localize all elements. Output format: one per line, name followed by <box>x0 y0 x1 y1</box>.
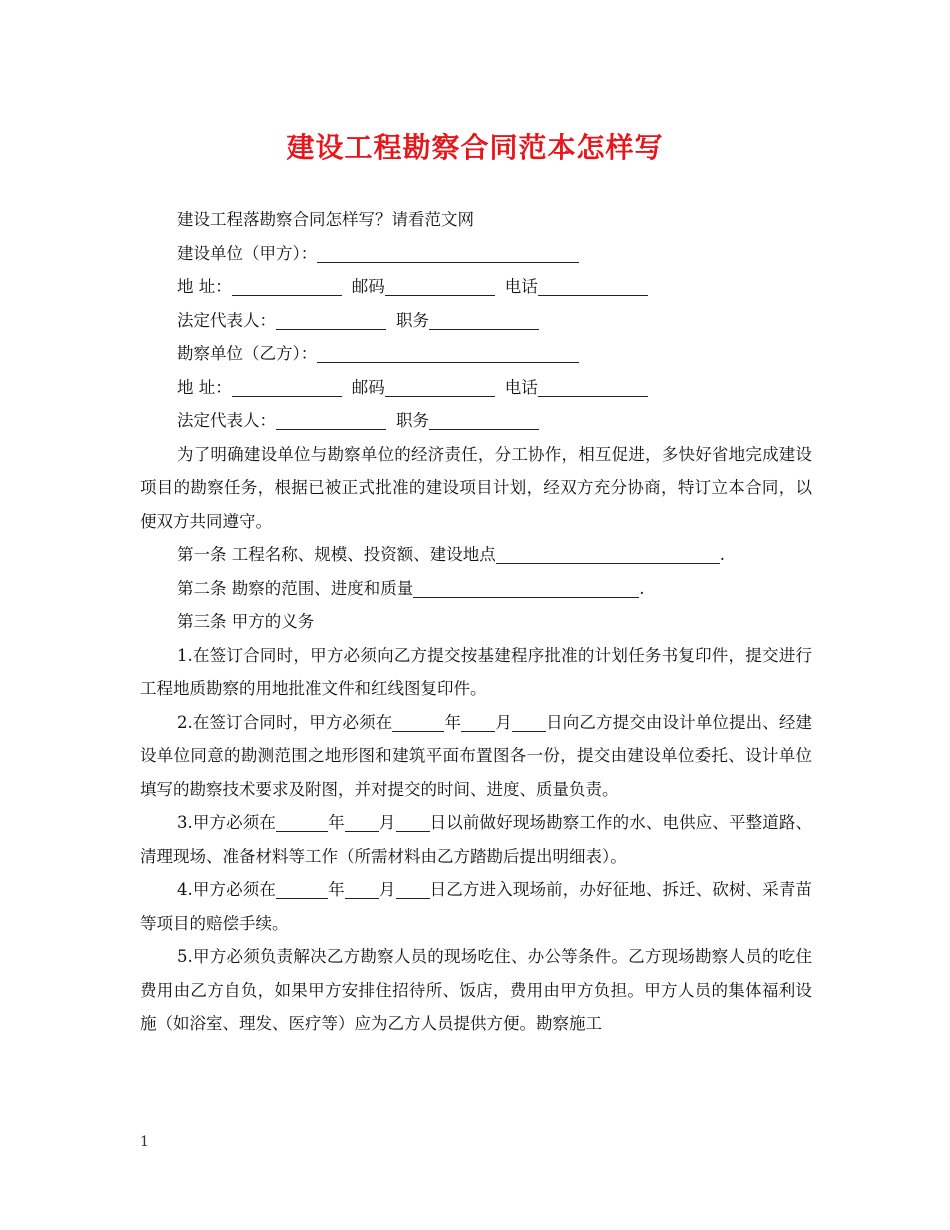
document-title: 建设工程勘察合同范本怎样写 <box>286 131 664 164</box>
clause-3-text-b: 日以前做好现场勘察工作的水、电供应、平整道路、清理现场、准备材料等工作（所需材料由乙方踏勘后提出明细表）。 <box>140 813 813 866</box>
article-1-label: 第一条 工程名称、规模、投资额、建设地点 <box>177 545 496 564</box>
party-a-legal-rep-blank[interactable] <box>276 309 386 330</box>
clause-2-text-b: 日向乙方提交由设计单位提出、经建设单位同意的勘测范围之地形图和建筑平面布置图各一份，提交由建设单位委托、设计单位填写的勘察技术要求及附图，并对提交的时间、进度、质量负责。 <box>140 712 813 799</box>
party-a-name-line <box>140 237 812 271</box>
intro-line <box>140 203 812 237</box>
article-2-label: 第二条 勘察的范围、进度和质量 <box>177 578 414 598</box>
party-a-rep-line <box>140 304 812 338</box>
party-b-postcode-label: 邮码 <box>351 377 385 397</box>
party-a-phone-blank[interactable] <box>538 275 648 296</box>
clause-2-year-blank[interactable] <box>392 711 444 732</box>
clause-2-year-label: 年 <box>444 712 462 732</box>
clause-3-year-label: 年 <box>328 813 345 832</box>
party-a-position-blank[interactable] <box>429 309 539 330</box>
clause-4 <box>140 873 812 940</box>
party-b-name-blank[interactable] <box>317 342 579 363</box>
party-b-label: 勘察单位（乙方）： <box>177 344 318 363</box>
party-b-position-label: 职务 <box>396 411 429 430</box>
article-1-blank[interactable] <box>496 543 720 564</box>
clause-2 <box>140 706 812 807</box>
clause-3-month-blank[interactable] <box>345 811 379 832</box>
article-2-blank[interactable] <box>413 577 639 598</box>
party-b-address-label: 地 址： <box>177 377 232 397</box>
party-b-contact-line <box>140 371 812 405</box>
clause-2-text-a: 2.在签订合同时，甲方必须在 <box>177 712 393 732</box>
party-a-contact-line <box>140 270 812 304</box>
clause-3 <box>140 806 812 873</box>
party-a-postcode-blank[interactable] <box>385 275 495 296</box>
intro-text: 建设工程落勘察合同怎样写？请看范文网 <box>177 210 474 229</box>
article-1-end: . <box>719 545 725 564</box>
clause-3-year-blank[interactable] <box>276 811 328 832</box>
clause-2-day-blank[interactable] <box>512 711 546 732</box>
clause-4-text-a: 4.甲方必须在 <box>177 880 277 899</box>
party-a-phone-label: 电话 <box>504 277 538 296</box>
article-2-end: . <box>639 578 645 598</box>
party-a-label: 建设单位（甲方）： <box>177 243 318 263</box>
article-1 <box>140 538 812 572</box>
clause-2-month-blank[interactable] <box>461 711 495 732</box>
clause-3-month-label: 月 <box>378 813 396 832</box>
party-b-address-blank[interactable] <box>232 376 342 397</box>
party-b-legal-rep-blank[interactable] <box>276 409 386 430</box>
article-2 <box>140 572 812 606</box>
party-a-address-blank[interactable] <box>232 275 342 296</box>
party-a-position-label: 职务 <box>396 310 429 330</box>
party-b-name-line <box>140 337 812 371</box>
article-3-heading: 第三条 甲方的义务 <box>177 612 315 631</box>
clause-3-day-blank[interactable] <box>396 811 430 832</box>
clause-3-text-a: 3.甲方必须在 <box>177 813 277 832</box>
party-b-legal-rep-label: 法定代表人： <box>177 411 276 430</box>
party-b-postcode-blank[interactable] <box>385 376 495 397</box>
party-b-phone-blank[interactable] <box>538 376 648 397</box>
clause-5: 5.甲方必须负责解决乙方勘察人员的现场吃住、办公等条件。乙方现场勘察人员的吃住费用由乙方自负，如果甲方安排住招待所、饭店，费用由甲方负担。甲方人员的集体福利设施（如浴室、理发、医疗等）应为乙方人员提供方便。勘察施工 <box>140 947 812 1033</box>
clause-4-month-label: 月 <box>378 880 396 899</box>
clause-4-year-label: 年 <box>328 880 345 899</box>
preamble-paragraph: 为了明确建设单位与勘察单位的经济责任，分工协作，相互促进，多快好省地完成建设项目的勘察任务，根据已被正式批准的建设项目计划，经双方充分协商，特订立本合同，以便双方共同遵守。 <box>140 444 812 531</box>
page-number: 1 <box>140 1134 149 1150</box>
party-a-postcode-label: 邮码 <box>351 277 385 296</box>
clause-1: 1.在签订合同时，甲方必须向乙方提交按基建程序批准的计划任务书复印件，提交进行工程地质勘察的用地批准文件和红线图复印件。 <box>140 645 812 698</box>
party-b-phone-label: 电话 <box>504 377 538 397</box>
party-a-legal-rep-label: 法定代表人： <box>177 310 276 330</box>
clause-2-month-label: 月 <box>495 712 512 732</box>
party-b-rep-line <box>140 404 812 438</box>
party-a-name-blank[interactable] <box>317 242 579 263</box>
clause-4-text-b: 日乙方进入现场前，办好征地、拆迁、砍树、采青苗等项目的赔偿手续。 <box>140 880 813 933</box>
clause-4-year-blank[interactable] <box>276 878 328 899</box>
party-a-address-label: 地 址： <box>177 277 232 296</box>
party-b-position-blank[interactable] <box>429 409 539 430</box>
clause-4-day-blank[interactable] <box>396 878 430 899</box>
clause-4-month-blank[interactable] <box>345 878 379 899</box>
document-body <box>140 203 812 1041</box>
